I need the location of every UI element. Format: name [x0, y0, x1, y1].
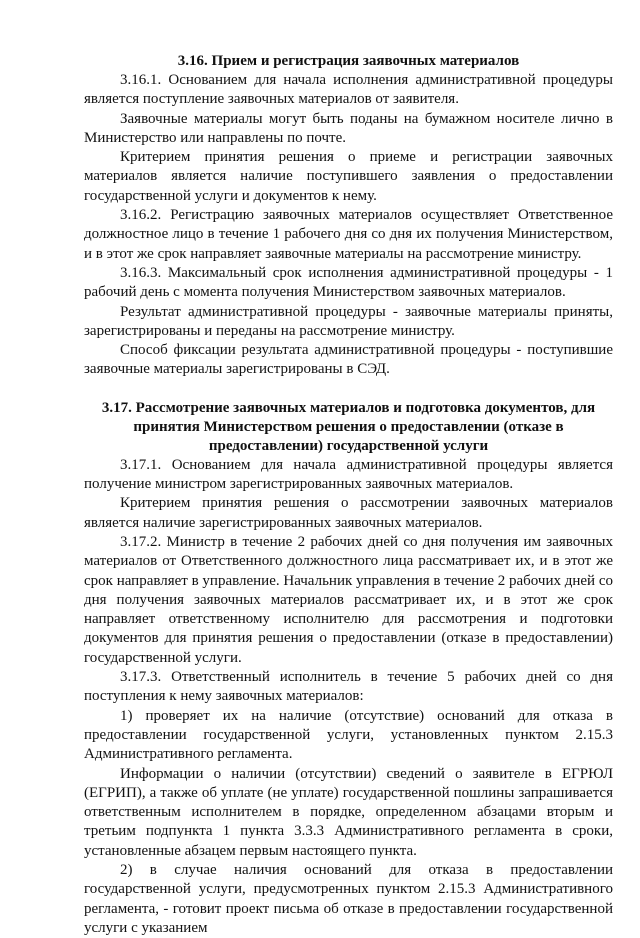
section-heading-line: принятия Министерством решения о предоставлении (отказе в [133, 418, 564, 435]
paragraph: 3.16.3. Максимальный срок исполнения административной процедуры - 1 рабочий день с момента получения Министерством заявочных материалов. [84, 264, 613, 301]
section-heading-line: 3.17. Рассмотрение заявочных материалов и подготовка документов, для [101, 399, 596, 416]
section-3-17 [84, 399, 613, 938]
paragraph: 3.16.2. Регистрацию заявочных материалов осуществляет Ответственное должностное лицо в течение 1 рабочего дня со дня их получения Министерством, и в этот же срок направляет заявочные материалы на рассмотрение министру. [84, 207, 613, 262]
paragraph: Информации о наличии (отсутствии) сведений о заявителе в ЕГРЮЛ (ЕГРИП), а также об уплате (не уплате) государственной пошлины запрашивается ответственным исполнителем в порядке, определенном абзацами вторым и третьим подпункта 1 пункта 3.3.3 Административного регламента в сроки, установленные абзацем первым настоящего пункта. [84, 765, 613, 859]
paragraph: 3.17.1. Основанием для начала административной процедуры является получение министром зарегистрированных заявочных материалов. [84, 456, 613, 493]
paragraph: 2) в случае наличия оснований для отказа в предоставлении государственной услуги, предусмотренных пунктом 2.15.3 Административного регламента, - готовит проект письма об отказе в предоставлении государственной услуги с указанием [84, 861, 613, 936]
section-heading: 3.16. Прием и регистрация заявочных материалов [177, 53, 520, 69]
paragraph: Критерием принятия решения о рассмотрении заявочных материалов является наличие зарегистрированных заявочных материалов. [84, 495, 613, 531]
section-heading [84, 399, 613, 456]
paragraph: Способ фиксации результата административной процедуры - поступившие заявочные материалы зарегистрированы в СЭД. [84, 342, 613, 378]
paragraph: 3.17.3. Ответственный исполнитель в течение 5 рабочих дней со дня поступления к нему заявочных материалов: [84, 669, 613, 705]
paragraph: 3.17.2. Министр в течение 2 рабочих дней со дня получения им заявочных материалов от Ответственного должностного лица рассматривает их, и в этот же срок направляет в управление. Начальник управления в течение 2 рабочих дней со дня получения заявочных материалов рассматривает их, и в этот же срок направляет ответственному исполнителю для рассмотрения и подготовки документов для принятия решения о предоставлении (отказе в предоставлении) государственной услуги. [84, 533, 613, 666]
section-heading-line: предоставлении) государственной услуги [208, 437, 489, 454]
paragraph: Критерием принятия решения о приеме и регистрации заявочных материалов является наличие поступившего заявления о предоставлении государственной услуги и документов к нему. [84, 149, 613, 204]
paragraph: 3.16.1. Основанием для начала исполнения административной процедуры является поступление заявочных материалов от заявителя. [84, 72, 613, 108]
section-3-16 [84, 52, 613, 380]
paragraph: Заявочные материалы могут быть поданы на бумажном носителе лично в Министерство или направлены по почте. [84, 110, 613, 146]
paragraph: Результат административной процедуры - заявочные материалы приняты, зарегистрированы и переданы на рассмотрение министру. [84, 303, 613, 339]
paragraph: 1) проверяет их на наличие (отсутствие) оснований для отказа в предоставлении государственной услуги, установленных пунктом 2.15.3 Административного регламента. [84, 707, 613, 763]
section-spacer [84, 380, 613, 399]
